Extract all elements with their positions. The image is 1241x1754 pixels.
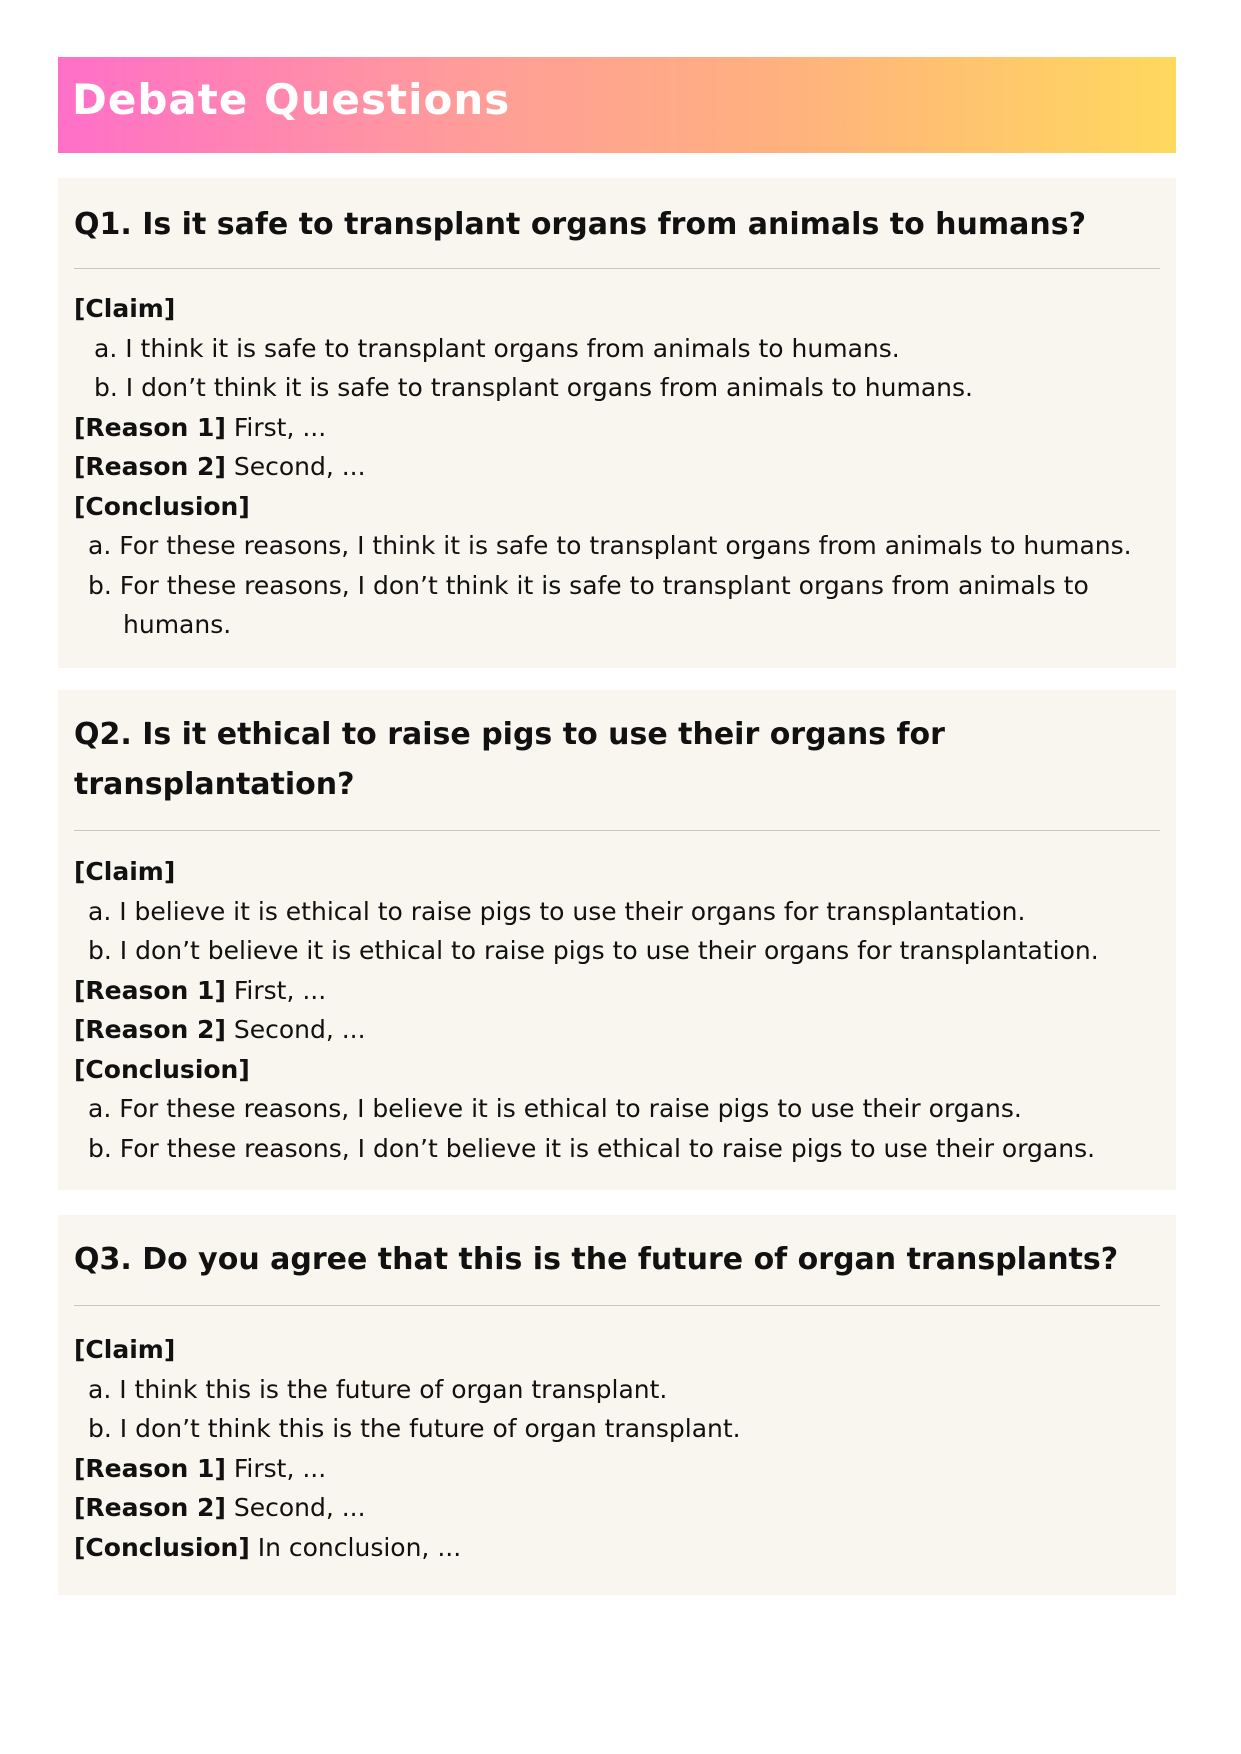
conclusion-option-a: a. For these reasons, I believe it is ethical to raise pigs to use their organs.: [88, 1094, 1022, 1123]
reason-1: [74, 1449, 1160, 1489]
reason-2-text: Second, ...: [225, 1015, 366, 1044]
reason-2-text: Second, ...: [225, 452, 366, 481]
reason-1: [74, 971, 1160, 1011]
reason-2-label: [Reason 2]: [74, 1493, 226, 1522]
question-card-2: [58, 690, 1176, 1190]
page-title: Debate Questions: [72, 75, 511, 124]
question-title: Q3. Do you agree that this is the future of organ transplants?: [74, 1242, 1119, 1277]
claim-option-b: b. I don’t think this is the future of organ transplant.: [88, 1414, 741, 1443]
claim-option-b: b. I don’t think it is safe to transplant organs from animals to humans.: [94, 373, 973, 402]
conclusion-option-a: a. For these reasons, I think it is safe to transplant organs from animals to humans.: [88, 531, 1132, 560]
claim-label: [Claim]: [74, 857, 176, 886]
reason-2: [74, 1488, 1160, 1528]
claim-option-a: a. I believe it is ethical to raise pigs to use their organs for transplantation.: [88, 896, 1026, 926]
reason-1-label: [Reason 1]: [74, 1453, 226, 1483]
reason-1-text: First, ...: [225, 412, 327, 442]
conclusion: [74, 1528, 1160, 1568]
reason-2-label: [Reason 2]: [74, 452, 226, 481]
reason-1: [74, 408, 1160, 448]
reason-2: [74, 1010, 1160, 1050]
reason-2-text: Second, ...: [225, 1493, 366, 1522]
claim-option-a: a. I think it is safe to transplant organs from animals to humans.: [94, 333, 900, 363]
conclusion-option-b: b. For these reasons, I don’t believe it is ethical to raise pigs to use their organs.: [88, 1133, 1096, 1163]
claim-option-a: a. I think this is the future of organ transplant.: [88, 1374, 668, 1404]
question-card-1: [58, 178, 1176, 668]
header-banner: [58, 57, 1176, 153]
conclusion-label: [Conclusion]: [74, 491, 250, 521]
reason-1-text: First, ...: [225, 1453, 327, 1483]
question-title: Q2. Is it ethical to raise pigs to use their organs for transplantation?: [74, 717, 945, 802]
claim-label: [Claim]: [74, 1335, 176, 1364]
claim-label: [Claim]: [74, 294, 176, 323]
question-title: Q1. Is it safe to transplant organs from animals to humans?: [74, 207, 1086, 242]
conclusion-text: In conclusion, ...: [249, 1532, 462, 1562]
conclusion-label: [Conclusion]: [74, 1532, 250, 1562]
conclusion-option-b-continued: humans.: [123, 610, 232, 639]
conclusion-option-b: b. For these reasons, I don’t think it is safe to transplant organs from animals to: [88, 570, 1089, 600]
reason-1-text: First, ...: [225, 975, 327, 1005]
question-card-3: [58, 1215, 1176, 1595]
reason-1-label: [Reason 1]: [74, 412, 226, 442]
claim-option-b: b. I don’t believe it is ethical to raise pigs to use their organs for transplantation.: [88, 936, 1099, 965]
reason-2-label: [Reason 2]: [74, 1015, 226, 1044]
reason-1-label: [Reason 1]: [74, 975, 226, 1005]
reason-2: [74, 447, 1160, 487]
conclusion-label: [Conclusion]: [74, 1054, 250, 1084]
